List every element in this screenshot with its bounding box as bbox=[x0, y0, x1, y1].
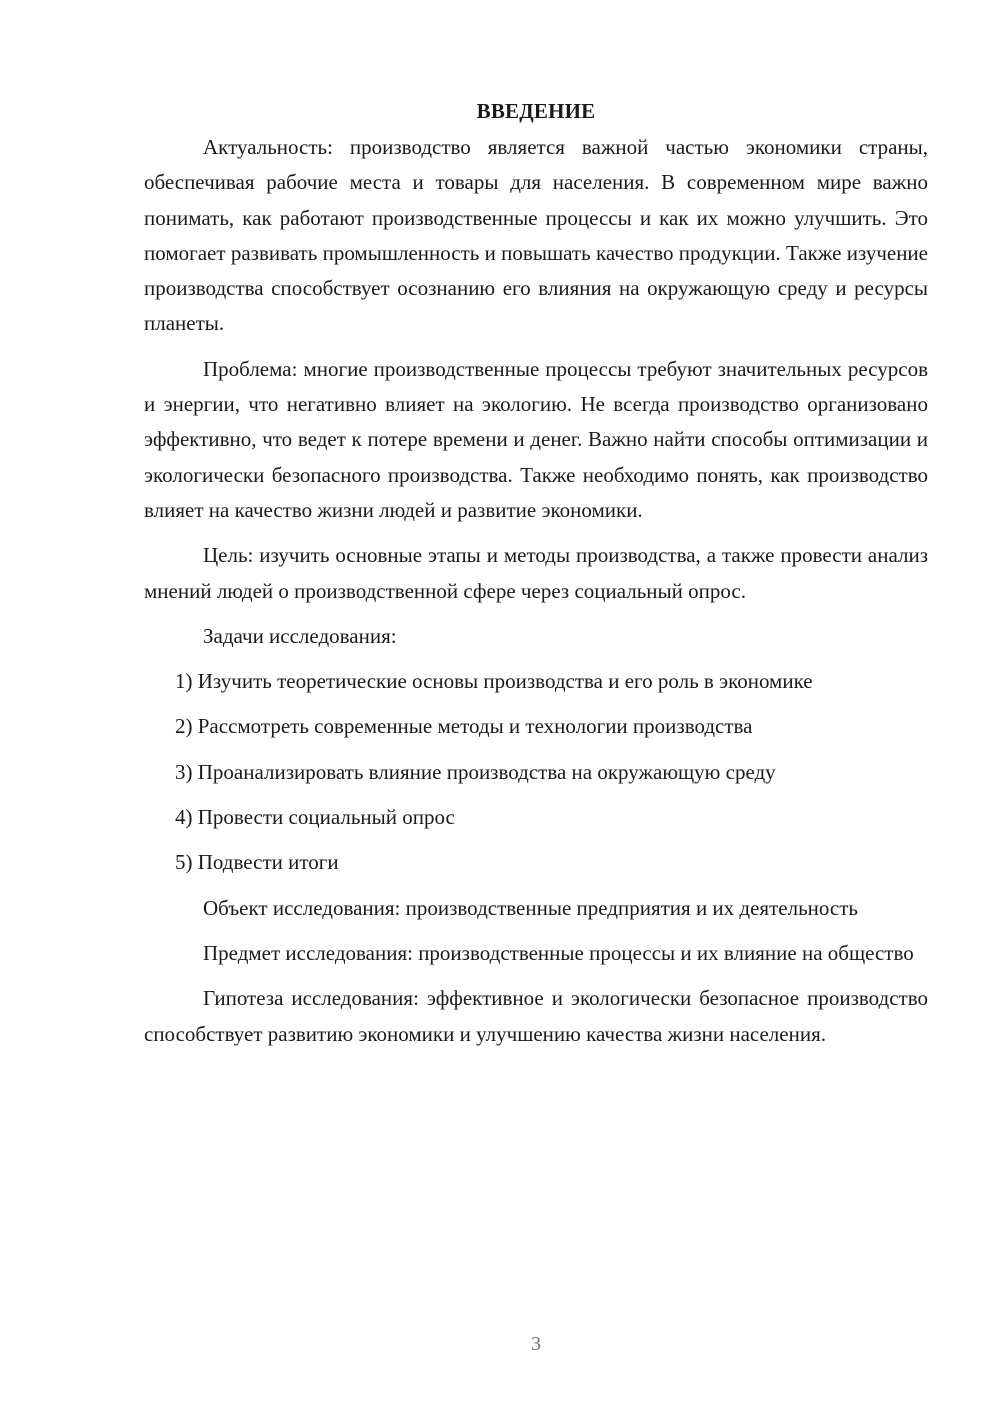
page-content bbox=[144, 96, 928, 1062]
object-paragraph: Объект исследования: производственные предприятия и их деятельность bbox=[203, 895, 858, 920]
task-item-2: 2) Рассмотреть современные методы и технологии производства bbox=[175, 714, 753, 739]
page-title: ВВЕДЕНИЕ bbox=[476, 99, 596, 123]
page-number: 3 bbox=[531, 1333, 541, 1355]
relevance-paragraph: Актуальность: производство является важной частью экономики страны, обеспечивая рабочие места и товары для населения. В современном мире важно понимать, как работают производственные процессы и как их можно улучшить. Это помогает развивать промышленность и повышать качество продукции. Также изучение производства способствует осознанию его влияния на окружающую среду и ресурсы планеты. bbox=[144, 135, 928, 336]
hypothesis-paragraph: Гипотеза исследования: эффективное и экологически безопасное производство способствует развитию экономики и улучшению качества жизни населения. bbox=[144, 986, 928, 1046]
task-item-5: 5) Подвести итоги bbox=[175, 850, 339, 875]
task-item-4: 4) Провести социальный опрос bbox=[175, 805, 455, 830]
task-item-1: 1) Изучить теоретические основы производства и его роль в экономике bbox=[175, 669, 813, 694]
task-item-3: 3) Проанализировать влияние производства на окружающую среду bbox=[175, 759, 776, 784]
problem-paragraph: Проблема: многие производственные процессы требуют значительных ресурсов и энергии, что негативно влияет на экологию. Не всегда производство организовано эффективно, что ведет к потере времени и денег. Важно найти способы оптимизации и экологически безопасного производства. Также необходимо понять, как производство влияет на качество жизни людей и развитие экономики. bbox=[144, 356, 928, 522]
tasks-heading: Задачи исследования: bbox=[203, 623, 397, 648]
goal-paragraph: Цель: изучить основные этапы и методы производства, а также провести анализ мнений людей о производственной сфере через социальный опрос. bbox=[144, 543, 928, 603]
subject-paragraph: Предмет исследования: производственные процессы и их влияние на общество bbox=[203, 940, 914, 965]
